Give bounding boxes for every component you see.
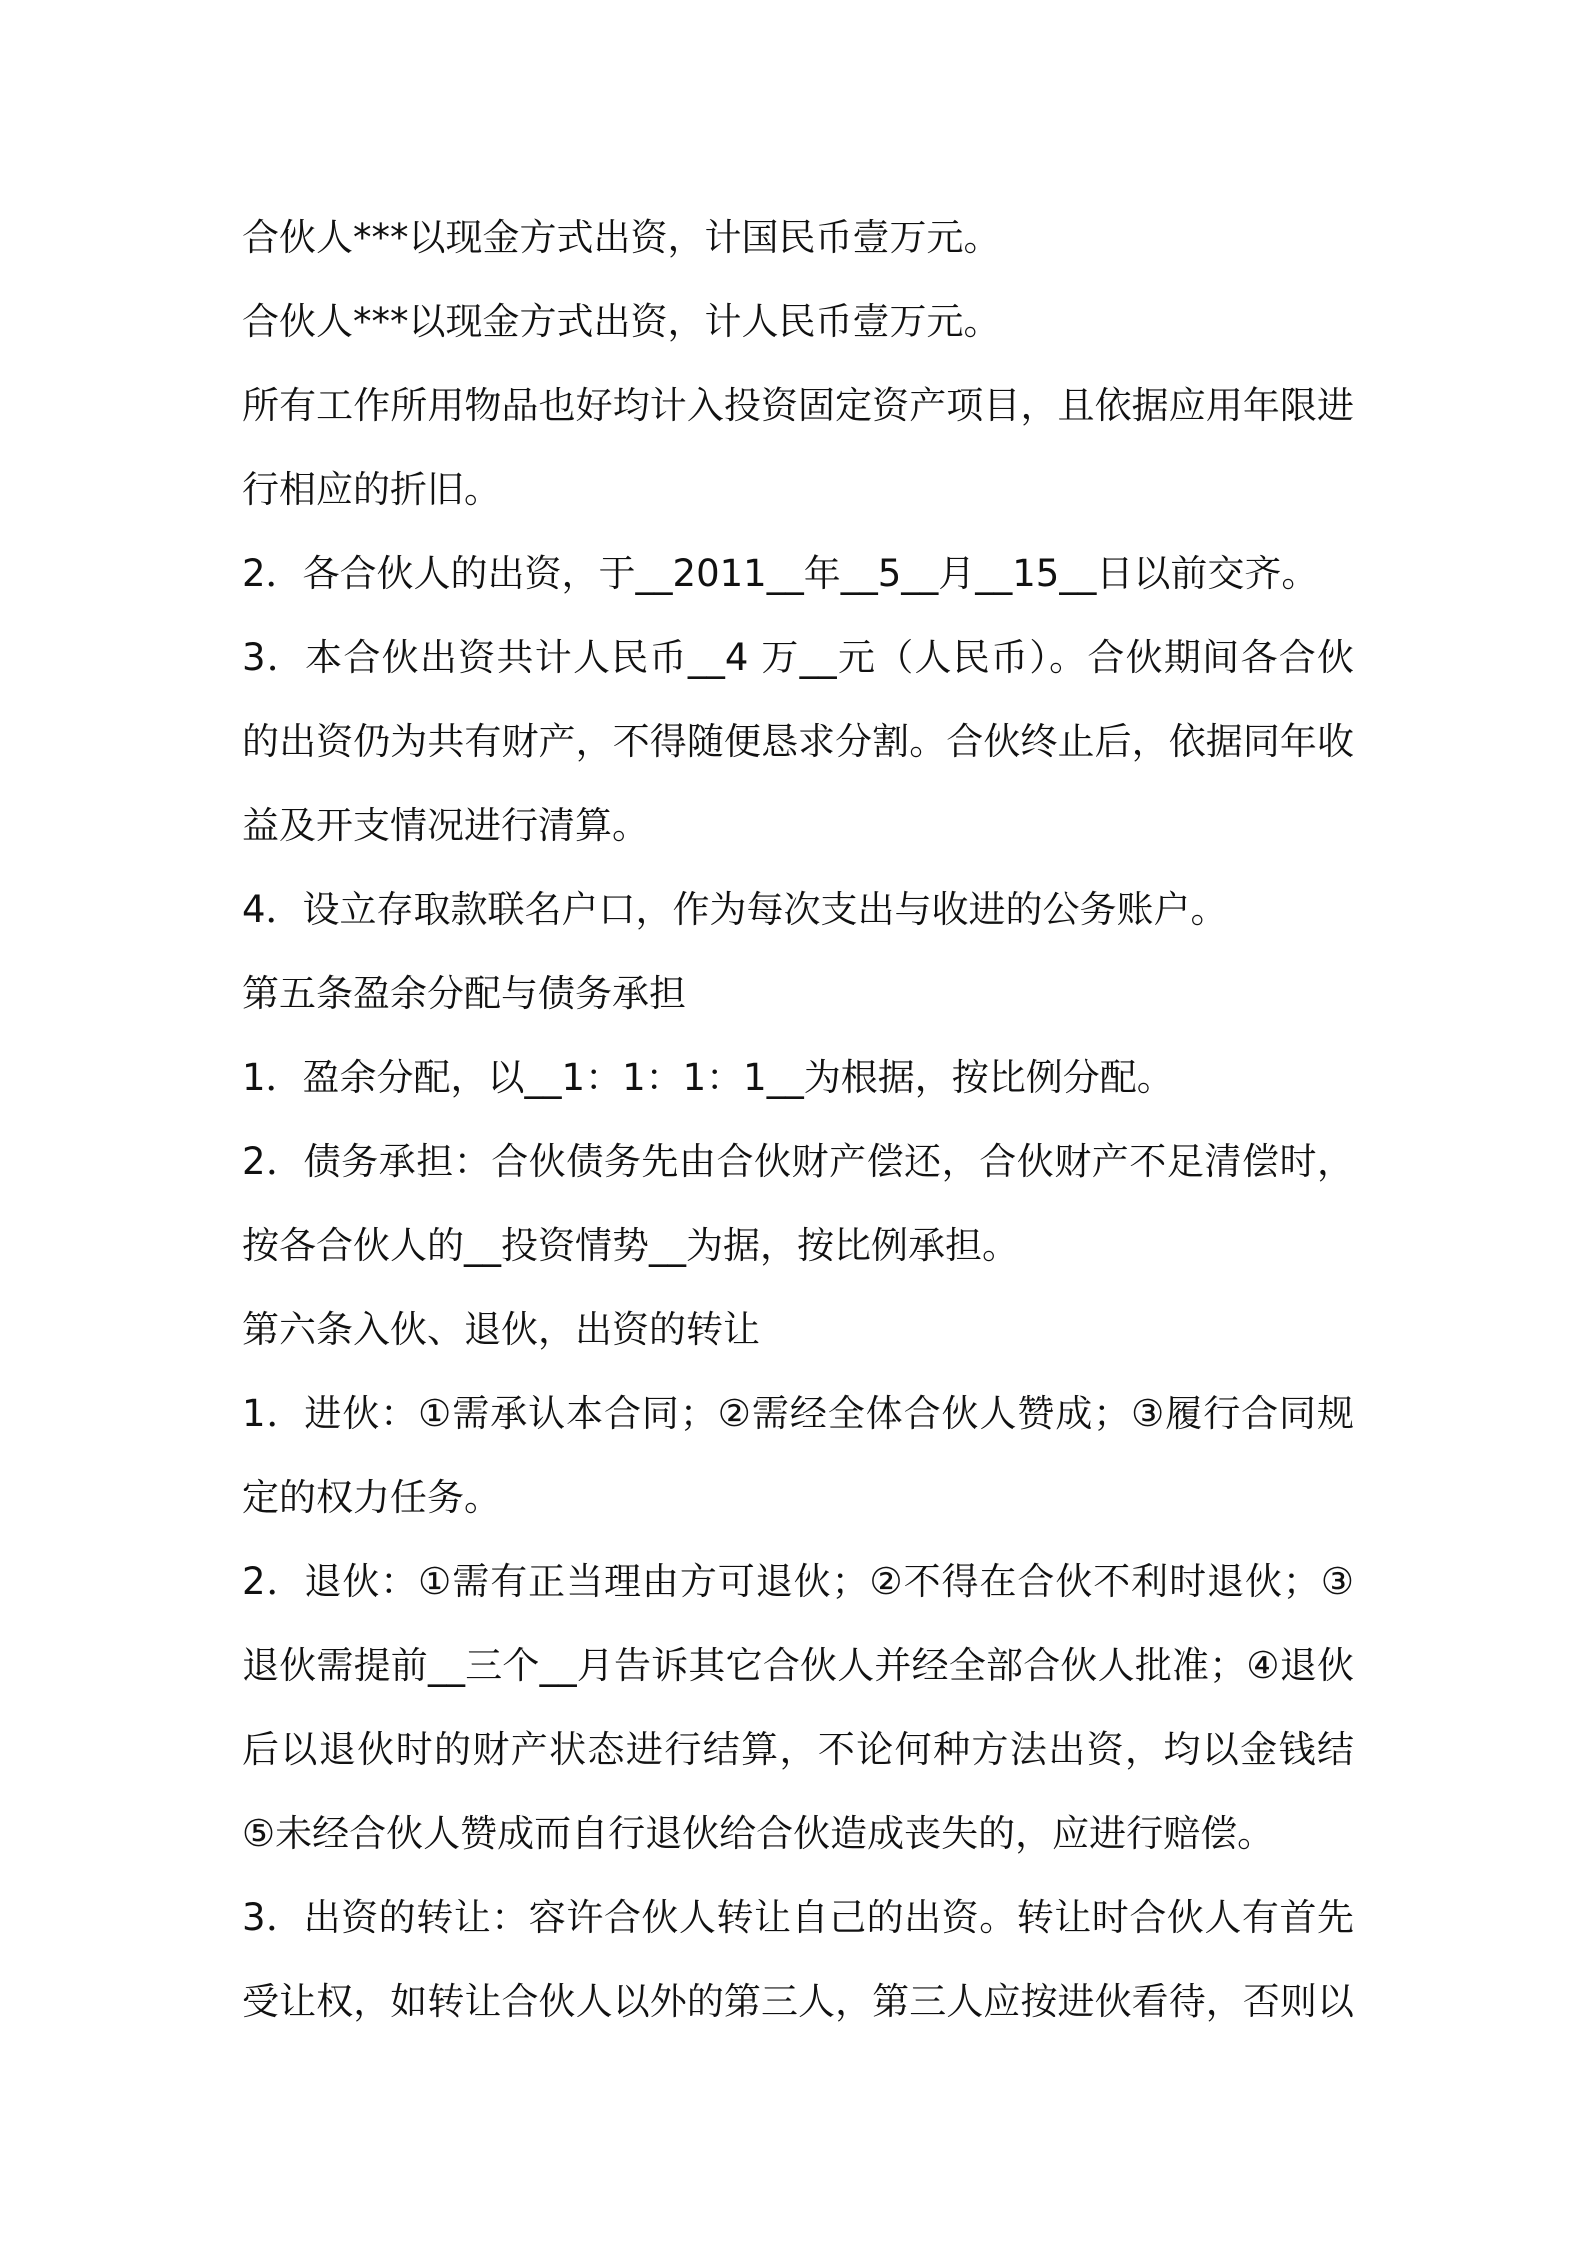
paragraph-line: 3．本合伙出资共计人民币__4 万__元（人民币）。合伙期间各合伙 [242,636,1354,679]
paragraph-line: 益及开支情况进行清算。 [242,804,649,847]
paragraph-line: 3．出资的转让：容许合伙人转让自己的出资。转让时合伙人有首先 [242,1896,1354,1939]
paragraph-line: 2．各合伙人的出资，于__2011__年__5__月__15__日以前交齐。 [242,552,1319,595]
paragraph-line: 按各合伙人的__投资情势__为据，按比例承担。 [242,1224,1019,1267]
paragraph-line: 所有工作所用物品也好均计入投资固定资产项目，且依据应用年限进 [242,384,1354,427]
paragraph-line: 受让权，如转让合伙人以外的第三人，第三人应按进伙看待，否则以 [242,1980,1354,2023]
paragraph-line: 2．退伙：①需有正当理由方可退伙；②不得在合伙不利时退伙；③ [242,1560,1354,1603]
paragraph-line: 退伙需提前__三个__月告诉其它合伙人并经全部合伙人批准；④退伙 [242,1644,1354,1687]
paragraph-line: 合伙人***以现金方式出资，计人民币壹万元。 [242,300,1001,343]
paragraph-line: 后以退伙时的财产状态进行结算，不论何种方法出资，均以金钱结 [242,1728,1354,1771]
section-heading: 第六条入伙、退伙，出资的转让 [242,1308,760,1351]
paragraph-line: 行相应的折旧。 [242,468,501,511]
document-body [242,196,1354,2044]
paragraph-line: 4．设立存取款联名户口，作为每次支出与收进的公务账户。 [242,888,1228,931]
paragraph-line: 2．债务承担：合伙债务先由合伙财产偿还，合伙财产不足清偿时， [242,1140,1354,1183]
paragraph-line: ⑤未经合伙人赞成而自行退伙给合伙造成丧失的，应进行赔偿。 [242,1812,1275,1855]
paragraph-line: 1．盈余分配，以__1：1：1：1__为根据，按比例分配。 [242,1056,1174,1099]
paragraph-line: 的出资仍为共有财产，不得随便恳求分割。合伙终止后，依据同年收 [242,720,1354,763]
section-heading: 第五条盈余分配与债务承担 [242,972,686,1015]
paragraph-line: 定的权力任务。 [242,1476,501,1519]
paragraph-line: 1．进伙：①需承认本合同；②需经全体合伙人赞成；③履行合同规 [242,1392,1354,1435]
paragraph-line: 合伙人***以现金方式出资，计国民币壹万元。 [242,216,1001,259]
